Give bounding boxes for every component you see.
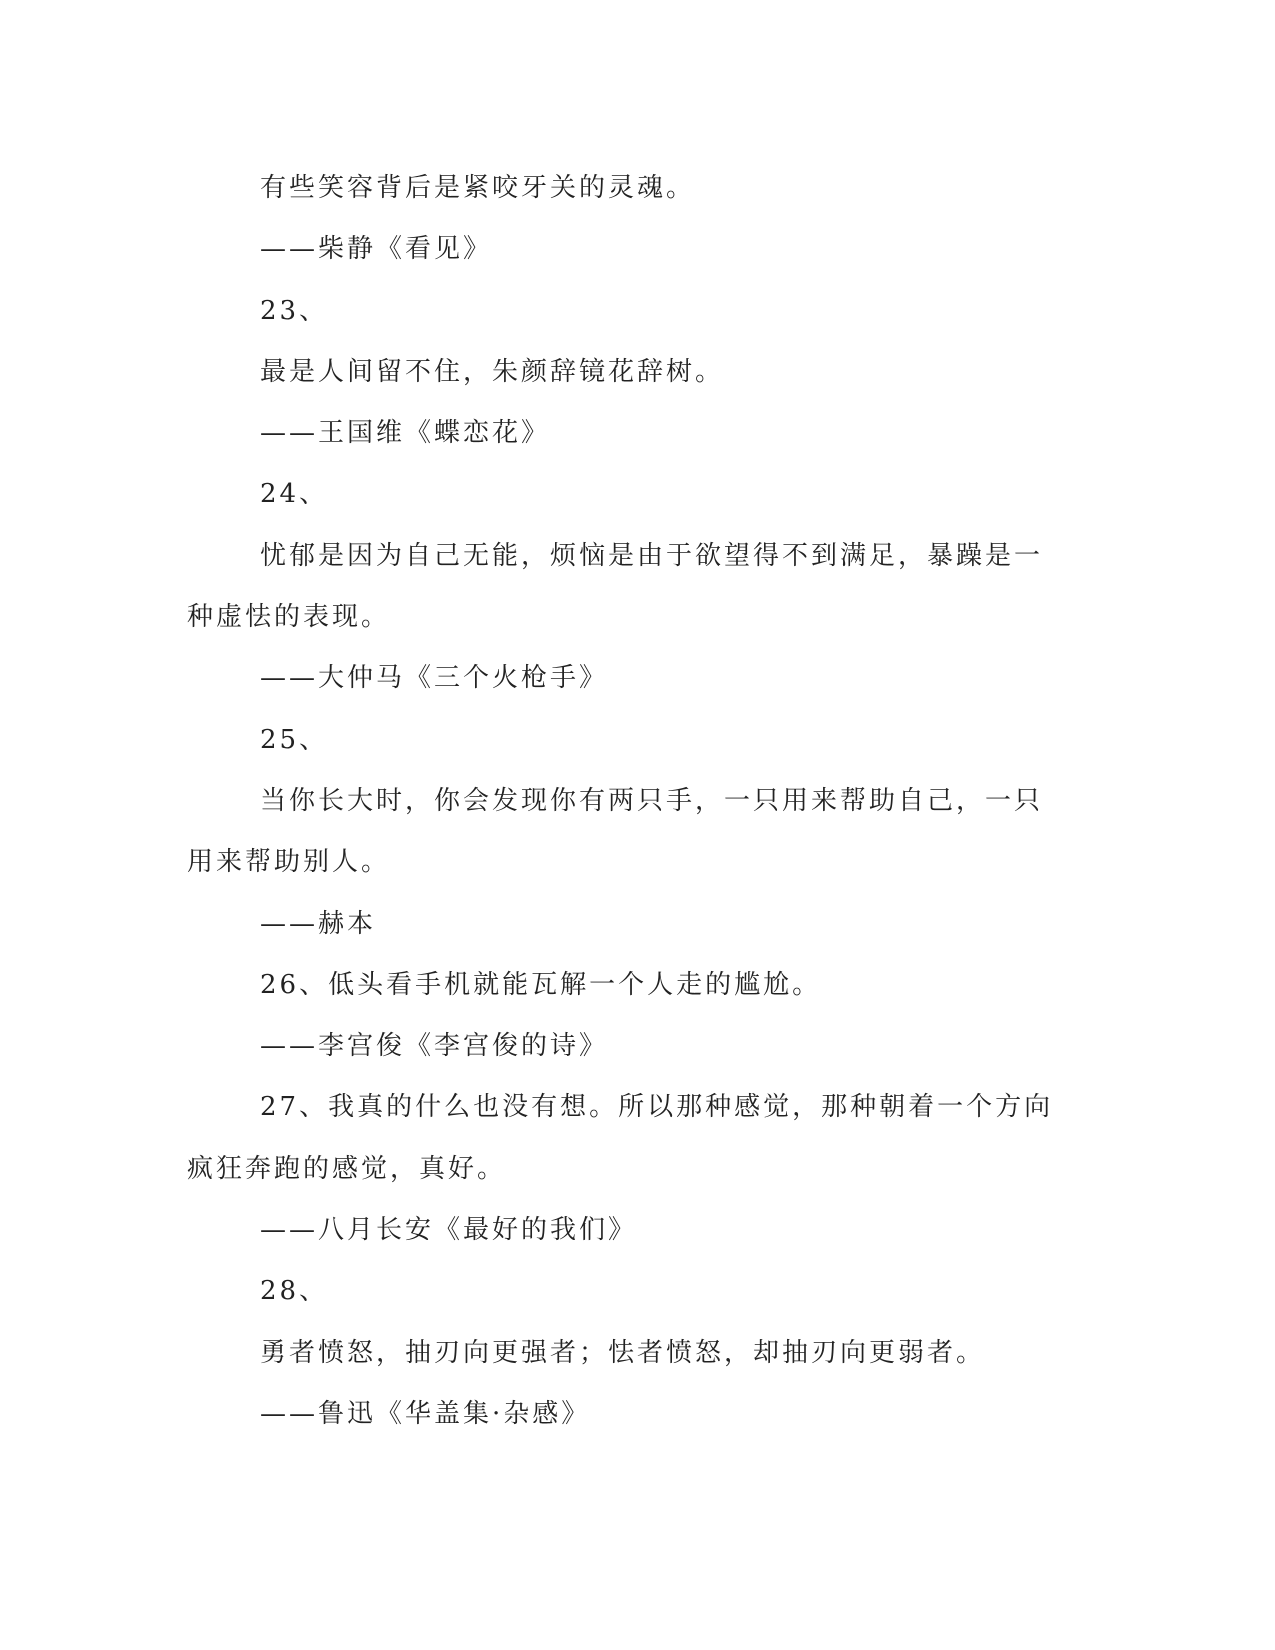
quote-attribution: ——大仲马《三个火枪手》: [260, 663, 609, 694]
quote-attribution: ——赫本: [260, 908, 377, 939]
quote-attribution: ——鲁迅《华盖集·杂感》: [260, 1398, 591, 1429]
item-number: 23、: [260, 295, 329, 326]
quote-text: 有些笑容背后是紧咬牙关的灵魂。: [260, 173, 696, 203]
item-number: 28、: [260, 1276, 329, 1307]
quote-text: 当你长大时，你会发现你有两只手，一只用来帮助自己，一只用来帮助别人。: [187, 785, 1044, 878]
quote-text: 勇者愤怒，抽刃向更强者；怯者愤怒，却抽刃向更弱者。: [260, 1337, 986, 1368]
quote-text: 最是人间留不住，朱颜辞镜花辞树。: [260, 356, 725, 387]
quote-text: 26、低头看手机就能瓦解一个人走的尴尬。: [260, 969, 822, 1000]
quote-text: 忧郁是因为自己无能，烦恼是由于欲望得不到满足，暴躁是一种虚怯的表现。: [187, 540, 1044, 633]
quote-text: 27、我真的什么也没有想。所以那种感觉，那种朝着一个方向疯狂奔跑的感觉，真好。: [187, 1092, 1054, 1184]
document-body: [187, 158, 1067, 1445]
quote-attribution: ——王国维《蝶恋花》: [260, 418, 551, 449]
item-number: 25、: [260, 724, 329, 755]
item-number: 24、: [260, 479, 329, 510]
quote-attribution: ——柴静《看见》: [260, 234, 493, 265]
quote-attribution: ——李宫俊《李宫俊的诗》: [260, 1031, 609, 1062]
quote-attribution: ——八月长安《最好的我们》: [260, 1215, 638, 1246]
